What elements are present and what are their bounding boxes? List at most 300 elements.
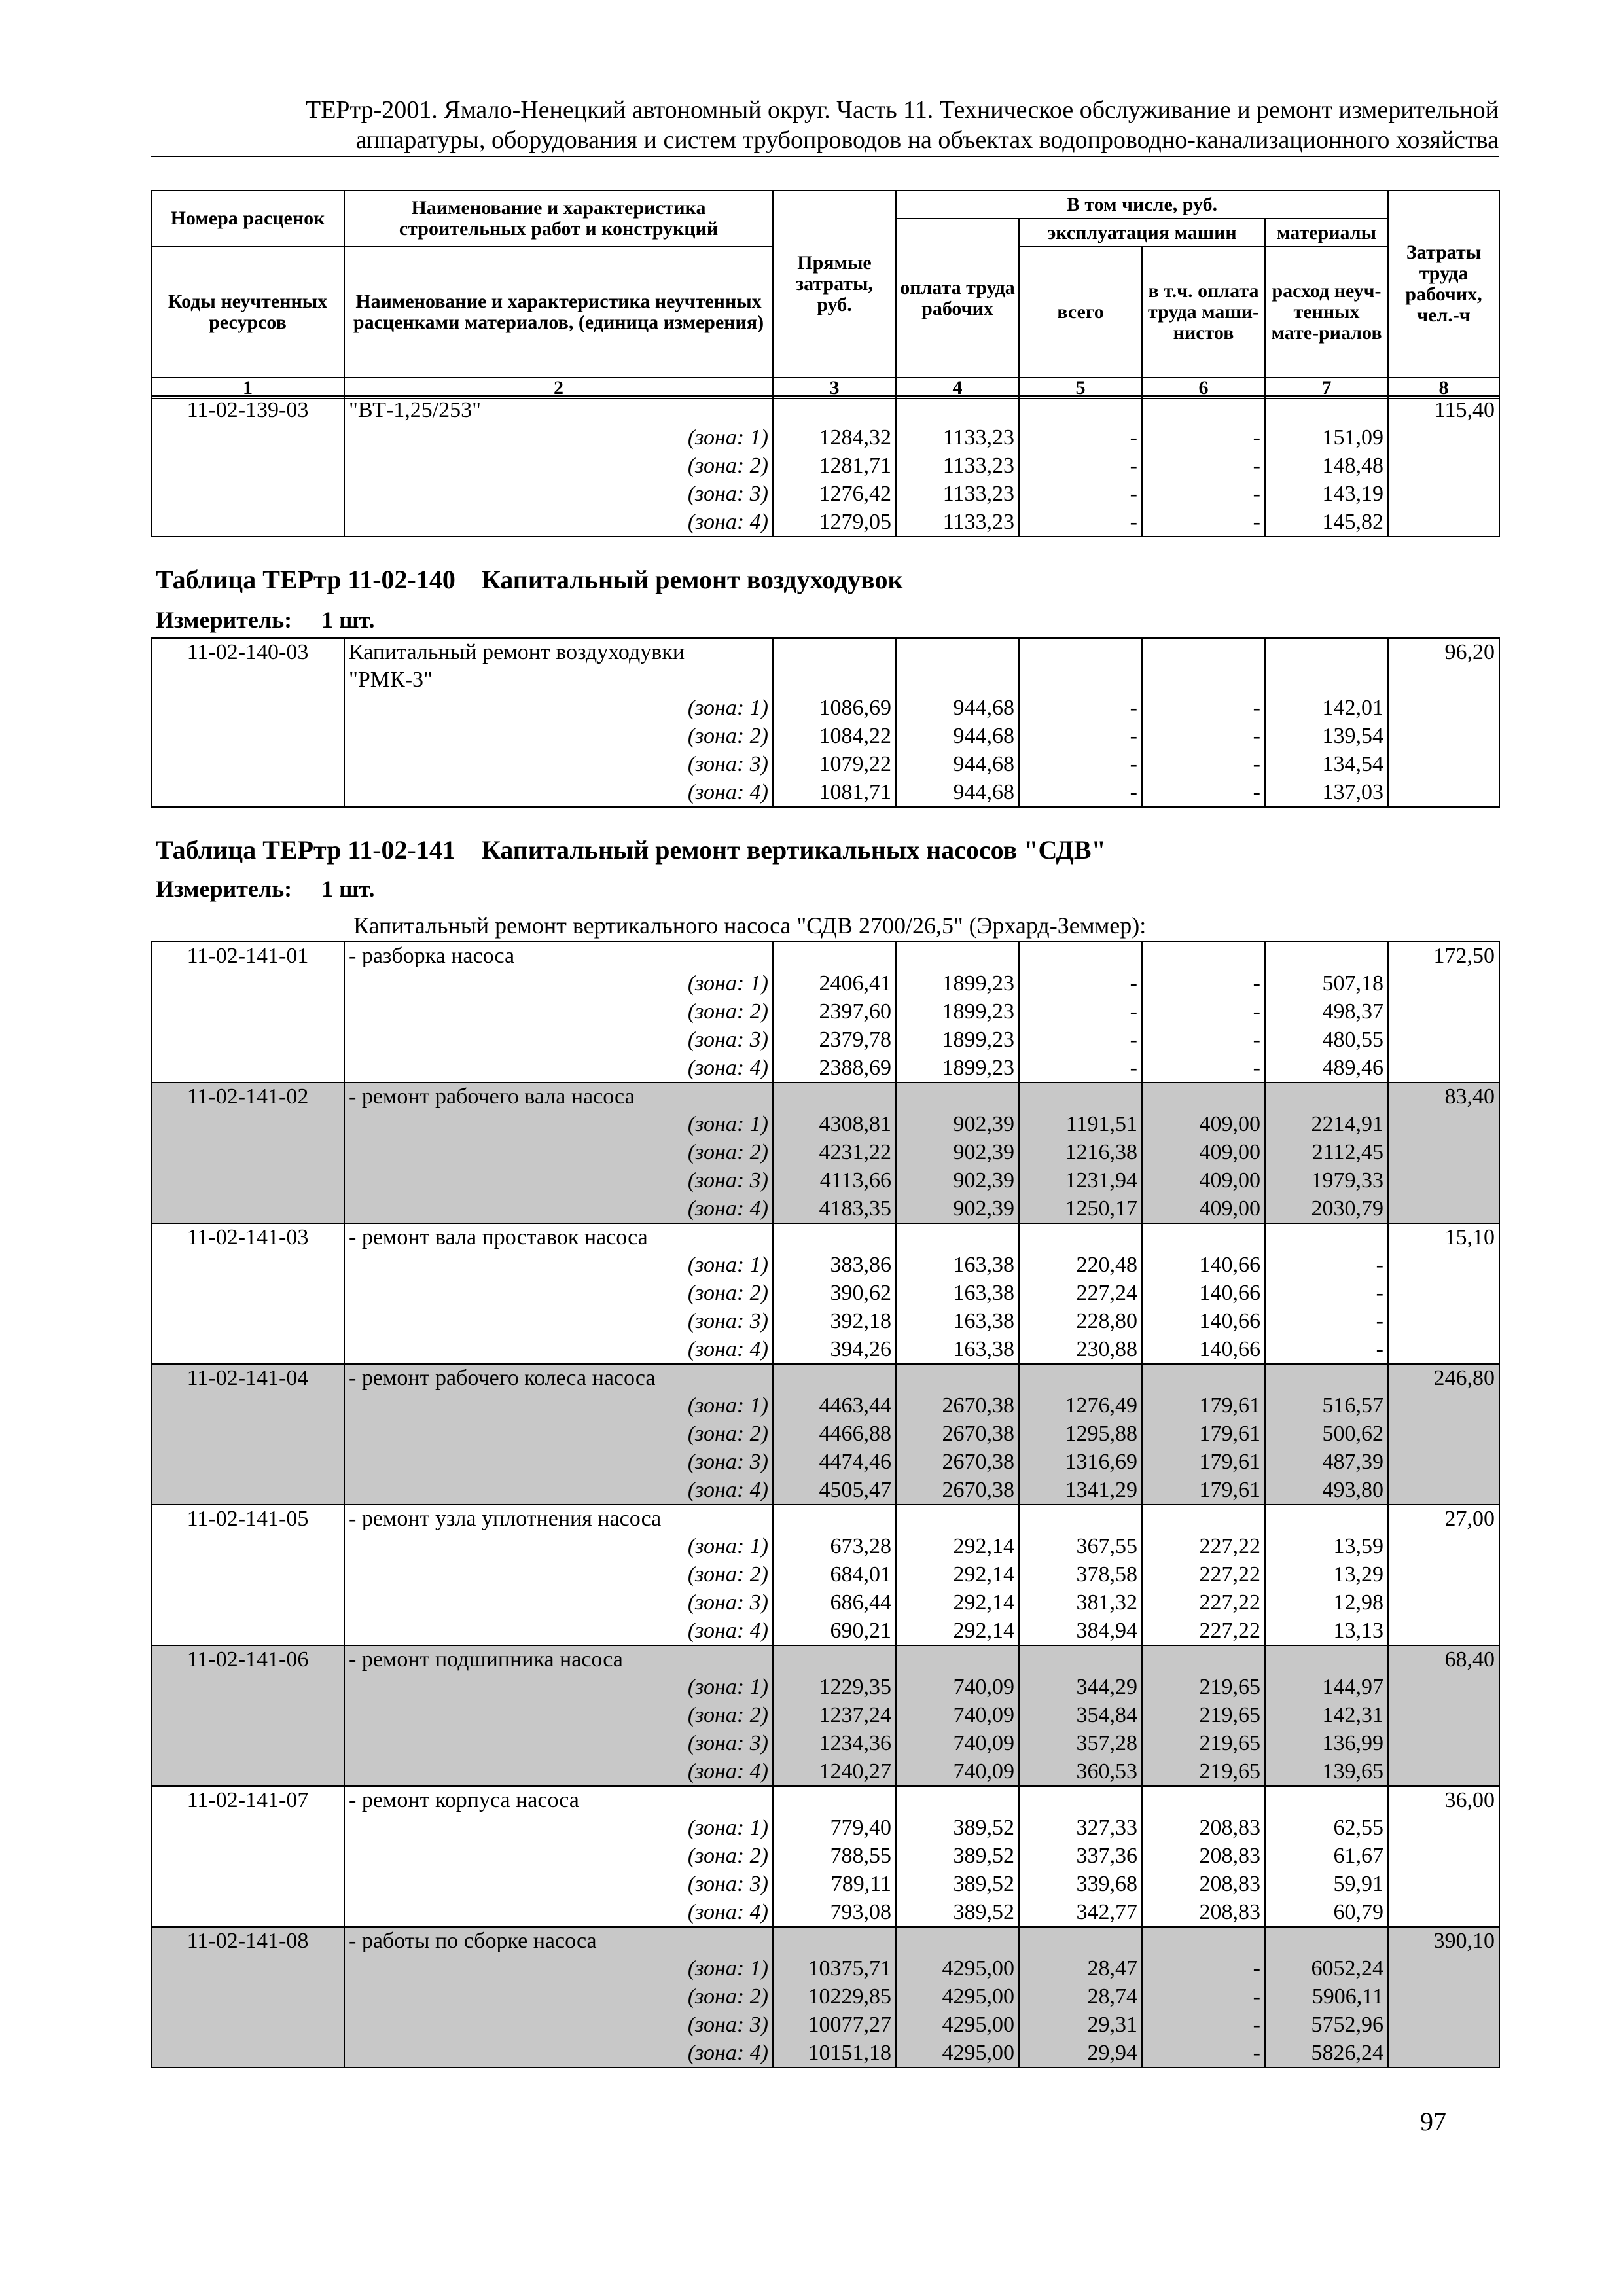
materials-value: - xyxy=(1265,1308,1388,1336)
worker-wage-value: 2670,38 xyxy=(896,1392,1019,1420)
machinist-wage-value: 227,22 xyxy=(1142,1533,1265,1561)
worker-wage-value: 902,39 xyxy=(896,1195,1019,1223)
worker-wage-value: 740,09 xyxy=(896,1758,1019,1786)
worker-wage-value: 1899,23 xyxy=(896,1026,1019,1054)
zone-label: (зона: 1) xyxy=(344,1251,773,1280)
zone-row xyxy=(151,2039,1499,2068)
materials-value: 137,03 xyxy=(1265,779,1388,807)
direct-costs-value: 673,28 xyxy=(773,1533,896,1561)
empty-cell xyxy=(1019,1505,1142,1533)
empty-cell xyxy=(1019,1645,1142,1674)
materials-value: 2214,91 xyxy=(1265,1111,1388,1139)
empty-cell xyxy=(773,1083,896,1111)
rate-title-row xyxy=(151,666,1499,694)
machinist-wage-value: - xyxy=(1142,452,1265,480)
empty-cell xyxy=(1142,1786,1265,1814)
machines-total-value: 354,84 xyxy=(1019,1702,1142,1730)
zone-row xyxy=(151,751,1499,779)
zone-row xyxy=(151,452,1499,480)
machinist-wage-value: 179,61 xyxy=(1142,1392,1265,1420)
col-header-group-including: В том числе, руб. xyxy=(896,190,1388,219)
zone-row xyxy=(151,1111,1499,1139)
materials-value: 487,39 xyxy=(1265,1448,1388,1477)
direct-costs-value: 1229,35 xyxy=(773,1674,896,1702)
machines-total-value: 1276,49 xyxy=(1019,1392,1142,1420)
machines-total-value: 360,53 xyxy=(1019,1758,1142,1786)
zone-row xyxy=(151,2011,1499,2039)
zone-label: (зона: 2) xyxy=(344,1842,773,1871)
direct-costs-value: 4466,88 xyxy=(773,1420,896,1448)
col-header-worker-wage: оплата труда рабочих xyxy=(896,219,1019,378)
zone-row xyxy=(151,1392,1499,1420)
rate-name: - ремонт узла уплотнения насоса xyxy=(344,1505,773,1533)
direct-costs-value: 793,08 xyxy=(773,1899,896,1927)
zone-row xyxy=(151,1871,1499,1899)
machines-total-value: - xyxy=(1019,1054,1142,1083)
empty-cell xyxy=(773,1505,896,1533)
machines-total-value: 1250,17 xyxy=(1019,1195,1142,1223)
direct-costs-value: 392,18 xyxy=(773,1308,896,1336)
col-number: 3 xyxy=(773,378,896,399)
materials-value: 143,19 xyxy=(1265,480,1388,509)
machines-total-value: 230,88 xyxy=(1019,1336,1142,1364)
direct-costs-value: 2406,41 xyxy=(773,970,896,998)
zone-label: (зона: 1) xyxy=(344,1533,773,1561)
machines-total-value: 29,31 xyxy=(1019,2011,1142,2039)
machines-total-value: 1191,51 xyxy=(1019,1111,1142,1139)
zone-label: (зона: 4) xyxy=(344,2039,773,2068)
page-number: 97 xyxy=(1420,2107,1446,2136)
empty-cell xyxy=(1265,666,1388,694)
zone-row xyxy=(151,1054,1499,1083)
materials-value: 507,18 xyxy=(1265,970,1388,998)
zone-row xyxy=(151,1674,1499,1702)
zone-row xyxy=(151,480,1499,509)
machinist-wage-value: 409,00 xyxy=(1142,1167,1265,1195)
zone-label: (зона: 2) xyxy=(344,1280,773,1308)
empty-cell xyxy=(896,1223,1019,1251)
worker-wage-value: 1899,23 xyxy=(896,970,1019,998)
machinist-wage-value: 140,66 xyxy=(1142,1251,1265,1280)
machinist-wage-value: - xyxy=(1142,1054,1265,1083)
rate-code: 11-02-141-04 xyxy=(151,1364,344,1505)
col-header-resource-codes: Коды неучтенных ресурсов xyxy=(151,247,344,378)
zone-label: (зона: 1) xyxy=(344,1814,773,1842)
machinist-wage-value: 208,83 xyxy=(1142,1899,1265,1927)
rates-table-11-02-140 xyxy=(151,637,1500,808)
materials-value: 144,97 xyxy=(1265,1674,1388,1702)
materials-value: 136,99 xyxy=(1265,1730,1388,1758)
machinist-wage-value: - xyxy=(1142,1026,1265,1054)
worker-wage-value: 902,39 xyxy=(896,1111,1019,1139)
materials-value: 5752,96 xyxy=(1265,2011,1388,2039)
running-header-line-2: аппаратуры, оборудования и систем трубопроводов на объектах водопроводно-канализационного хозяйства xyxy=(355,126,1499,154)
direct-costs-value: 1079,22 xyxy=(773,751,896,779)
col-number: 2 xyxy=(344,378,773,399)
table-title-11-02-140: Таблица ТЕРтр 11-02-140 Капитальный ремонт воздуходувок xyxy=(156,565,903,594)
direct-costs-value: 2388,69 xyxy=(773,1054,896,1083)
col-header-labor-costs: Затраты труда рабочих, чел.-ч xyxy=(1388,190,1499,378)
direct-costs-value: 10151,18 xyxy=(773,2039,896,2068)
machinist-wage-value: 140,66 xyxy=(1142,1336,1265,1364)
zone-label: (зона: 2) xyxy=(344,452,773,480)
zone-label: (зона: 3) xyxy=(344,1589,773,1617)
rate-title-row xyxy=(151,1505,1499,1533)
worker-wage-value: 1133,23 xyxy=(896,509,1019,537)
machines-total-value: - xyxy=(1019,998,1142,1026)
empty-cell xyxy=(773,1927,896,1955)
zone-row xyxy=(151,1336,1499,1364)
machinist-wage-value: - xyxy=(1142,998,1265,1026)
materials-value: - xyxy=(1265,1336,1388,1364)
materials-value: 480,55 xyxy=(1265,1026,1388,1054)
empty-cell xyxy=(1142,1505,1265,1533)
machinist-wage-value: 208,83 xyxy=(1142,1871,1265,1899)
machines-total-value: 1231,94 xyxy=(1019,1167,1142,1195)
rate-code: 11-02-141-07 xyxy=(151,1786,344,1927)
direct-costs-value: 4231,22 xyxy=(773,1139,896,1167)
zone-row xyxy=(151,1814,1499,1842)
worker-wage-value: 902,39 xyxy=(896,1167,1019,1195)
direct-costs-value: 383,86 xyxy=(773,1251,896,1280)
direct-costs-value: 1276,42 xyxy=(773,480,896,509)
materials-value: 13,29 xyxy=(1265,1561,1388,1589)
col-header-direct-costs: Прямые затраты, руб. xyxy=(773,190,896,378)
empty-cell xyxy=(1019,666,1142,694)
worker-wage-value: 944,68 xyxy=(896,694,1019,723)
machines-total-value: 344,29 xyxy=(1019,1674,1142,1702)
machines-total-value: - xyxy=(1019,452,1142,480)
worker-wage-value: 292,14 xyxy=(896,1533,1019,1561)
machinist-wage-value: 219,65 xyxy=(1142,1758,1265,1786)
materials-value: 2030,79 xyxy=(1265,1195,1388,1223)
col-header-machines: эксплуатация машин xyxy=(1019,219,1265,247)
rate-title-row xyxy=(151,1786,1499,1814)
zone-label: (зона: 4) xyxy=(344,779,773,807)
rate-name: - ремонт подшипника насоса xyxy=(344,1645,773,1674)
empty-cell xyxy=(896,1364,1019,1392)
empty-cell xyxy=(1142,1645,1265,1674)
machines-total-value: 327,33 xyxy=(1019,1814,1142,1842)
direct-costs-value: 684,01 xyxy=(773,1561,896,1589)
worker-wage-value: 4295,00 xyxy=(896,2011,1019,2039)
rate-name: "ВТ-1,25/253" xyxy=(344,396,773,424)
table-title-11-02-141: Таблица ТЕРтр 11-02-141 Капитальный ремонт вертикальных насосов "СДВ" xyxy=(156,835,1106,865)
machinist-wage-value: - xyxy=(1142,970,1265,998)
empty-cell xyxy=(773,1364,896,1392)
zone-row xyxy=(151,779,1499,807)
rate-name: - ремонт рабочего вала насоса xyxy=(344,1083,773,1111)
direct-costs-value: 1084,22 xyxy=(773,723,896,751)
machines-total-value: 1341,29 xyxy=(1019,1477,1142,1505)
machinist-wage-value: 409,00 xyxy=(1142,1195,1265,1223)
rate-title-row xyxy=(151,638,1499,666)
rate-code: 11-02-141-03 xyxy=(151,1223,344,1364)
machines-total-value: 378,58 xyxy=(1019,1561,1142,1589)
empty-cell xyxy=(1265,396,1388,424)
machines-total-value: - xyxy=(1019,480,1142,509)
direct-costs-value: 1081,71 xyxy=(773,779,896,807)
direct-costs-value: 4505,47 xyxy=(773,1477,896,1505)
zone-row xyxy=(151,1280,1499,1308)
zone-label: (зона: 1) xyxy=(344,1111,773,1139)
worker-wage-value: 1133,23 xyxy=(896,424,1019,452)
worker-wage-value: 389,52 xyxy=(896,1899,1019,1927)
zone-label: (зона: 3) xyxy=(344,1448,773,1477)
empty-cell xyxy=(1142,1223,1265,1251)
machines-total-value: - xyxy=(1019,779,1142,807)
zone-label: (зона: 4) xyxy=(344,1195,773,1223)
zone-row xyxy=(151,1420,1499,1448)
empty-cell xyxy=(1265,638,1388,666)
measure-unit-11-02-140: Измеритель: 1 шт. xyxy=(156,607,375,633)
col-number: 5 xyxy=(1019,378,1142,399)
machinist-wage-value: 409,00 xyxy=(1142,1139,1265,1167)
materials-value: 139,65 xyxy=(1265,1758,1388,1786)
materials-value: - xyxy=(1265,1251,1388,1280)
zone-row xyxy=(151,1842,1499,1871)
machinist-wage-value: - xyxy=(1142,1983,1265,2011)
worker-wage-value: 389,52 xyxy=(896,1871,1019,1899)
zone-label: (зона: 2) xyxy=(344,1420,773,1448)
empty-cell xyxy=(1019,1927,1142,1955)
col-header-rate-numbers: Номера расценок xyxy=(151,190,344,247)
machinist-wage-value: 219,65 xyxy=(1142,1702,1265,1730)
worker-wage-value: 1133,23 xyxy=(896,452,1019,480)
zone-label: (зона: 2) xyxy=(344,1702,773,1730)
worker-wage-value: 292,14 xyxy=(896,1561,1019,1589)
empty-cell xyxy=(773,666,896,694)
zone-row xyxy=(151,1899,1499,1927)
worker-wage-value: 2670,38 xyxy=(896,1448,1019,1477)
machines-total-value: 227,24 xyxy=(1019,1280,1142,1308)
machines-total-value: 1295,88 xyxy=(1019,1420,1142,1448)
empty-cell xyxy=(773,1645,896,1674)
machinist-wage-value: - xyxy=(1142,509,1265,537)
machinist-wage-value: - xyxy=(1142,2039,1265,2068)
direct-costs-value: 10229,85 xyxy=(773,1983,896,2011)
empty-cell xyxy=(1142,1083,1265,1111)
rate-code: 11-02-141-08 xyxy=(151,1927,344,2068)
machines-total-value: - xyxy=(1019,509,1142,537)
worker-wage-value: 740,09 xyxy=(896,1702,1019,1730)
materials-value: 12,98 xyxy=(1265,1589,1388,1617)
direct-costs-value: 1279,05 xyxy=(773,509,896,537)
zone-row xyxy=(151,1983,1499,2011)
running-header-line-1: ТЕРтр-2001. Ямало-Ненецкий автономный округ. Часть 11. Техническое обслуживание и ремонт измерительной xyxy=(306,96,1499,124)
empty-cell xyxy=(1265,1927,1388,1955)
empty-cell xyxy=(773,638,896,666)
empty-cell xyxy=(1265,1645,1388,1674)
direct-costs-value: 4463,44 xyxy=(773,1392,896,1420)
materials-value: 6052,24 xyxy=(1265,1955,1388,1983)
empty-cell xyxy=(896,942,1019,970)
col-header-machinist-wage: в т.ч. оплата труда маши-нистов xyxy=(1142,247,1265,378)
worker-wage-value: 902,39 xyxy=(896,1139,1019,1167)
empty-cell xyxy=(1265,1364,1388,1392)
machinist-wage-value: 179,61 xyxy=(1142,1420,1265,1448)
col-number: 1 xyxy=(151,378,344,399)
zone-label: (зона: 2) xyxy=(344,1139,773,1167)
zone-row xyxy=(151,424,1499,452)
machines-total-value: 29,94 xyxy=(1019,2039,1142,2068)
col-number: 7 xyxy=(1265,378,1388,399)
machines-total-value: 384,94 xyxy=(1019,1617,1142,1645)
machinist-wage-value: 140,66 xyxy=(1142,1280,1265,1308)
materials-value: 151,09 xyxy=(1265,424,1388,452)
materials-value: 2112,45 xyxy=(1265,1139,1388,1167)
zone-row xyxy=(151,1448,1499,1477)
empty-cell xyxy=(896,396,1019,424)
machinist-wage-value: 208,83 xyxy=(1142,1842,1265,1871)
zone-label: (зона: 2) xyxy=(344,998,773,1026)
empty-cell xyxy=(896,1083,1019,1111)
zone-label: (зона: 3) xyxy=(344,1026,773,1054)
zone-label: (зона: 4) xyxy=(344,1054,773,1083)
empty-cell xyxy=(1019,1786,1142,1814)
empty-cell xyxy=(1019,638,1142,666)
rate-code: 11-02-141-01 xyxy=(151,942,344,1083)
machines-total-value: - xyxy=(1019,970,1142,998)
machines-total-value: 28,74 xyxy=(1019,1983,1142,2011)
machinist-wage-value: 179,61 xyxy=(1142,1477,1265,1505)
zone-label: (зона: 1) xyxy=(344,1392,773,1420)
direct-costs-value: 4183,35 xyxy=(773,1195,896,1223)
zone-row xyxy=(151,1251,1499,1280)
materials-value: 498,37 xyxy=(1265,998,1388,1026)
direct-costs-value: 390,62 xyxy=(773,1280,896,1308)
machines-total-value: 337,36 xyxy=(1019,1842,1142,1871)
zone-row xyxy=(151,1533,1499,1561)
zone-row xyxy=(151,1167,1499,1195)
materials-value: 142,01 xyxy=(1265,694,1388,723)
rate-name: - разборка насоса xyxy=(344,942,773,970)
zone-row xyxy=(151,1702,1499,1730)
labor-hours: 68,40 xyxy=(1388,1645,1499,1786)
zone-label: (зона: 1) xyxy=(344,424,773,452)
col-header-material-usage: расход неуч-тенных мате-риалов xyxy=(1265,247,1388,378)
machines-total-value: 381,32 xyxy=(1019,1589,1142,1617)
direct-costs-value: 686,44 xyxy=(773,1589,896,1617)
rate-title-row xyxy=(151,1083,1499,1111)
zone-row xyxy=(151,1561,1499,1589)
rate-title-row xyxy=(151,942,1499,970)
direct-costs-value: 779,40 xyxy=(773,1814,896,1842)
empty-cell xyxy=(1142,942,1265,970)
direct-costs-value: 4474,46 xyxy=(773,1448,896,1477)
worker-wage-value: 944,68 xyxy=(896,779,1019,807)
direct-costs-value: 2379,78 xyxy=(773,1026,896,1054)
empty-cell xyxy=(773,1786,896,1814)
machinist-wage-value: - xyxy=(1142,424,1265,452)
materials-value: 148,48 xyxy=(1265,452,1388,480)
zone-label: (зона: 3) xyxy=(344,1730,773,1758)
rate-name: - ремонт вала проставок насоса xyxy=(344,1223,773,1251)
worker-wage-value: 292,14 xyxy=(896,1617,1019,1645)
machinist-wage-value: - xyxy=(1142,751,1265,779)
rate-title-row xyxy=(151,1645,1499,1674)
machines-total-value: 1216,38 xyxy=(1019,1139,1142,1167)
direct-costs-value: 10375,71 xyxy=(773,1955,896,1983)
zone-label: (зона: 3) xyxy=(344,1308,773,1336)
worker-wage-value: 163,38 xyxy=(896,1336,1019,1364)
zone-label: (зона: 4) xyxy=(344,1617,773,1645)
materials-value: 5826,24 xyxy=(1265,2039,1388,2068)
materials-value: 139,54 xyxy=(1265,723,1388,751)
zone-row xyxy=(151,1477,1499,1505)
machinist-wage-value: - xyxy=(1142,2011,1265,2039)
direct-costs-value: 789,11 xyxy=(773,1871,896,1899)
worker-wage-value: 4295,00 xyxy=(896,1955,1019,1983)
worker-wage-value: 944,68 xyxy=(896,723,1019,751)
machines-total-value: - xyxy=(1019,723,1142,751)
labor-hours: 15,10 xyxy=(1388,1223,1499,1364)
header-rule xyxy=(151,156,1499,157)
direct-costs-value: 1086,69 xyxy=(773,694,896,723)
materials-value: 142,31 xyxy=(1265,1702,1388,1730)
empty-cell xyxy=(1142,1927,1265,1955)
rate-name: - ремонт рабочего колеса насоса xyxy=(344,1364,773,1392)
empty-cell xyxy=(1265,1786,1388,1814)
zone-label: (зона: 2) xyxy=(344,1983,773,2011)
zone-label: (зона: 4) xyxy=(344,1899,773,1927)
worker-wage-value: 1899,23 xyxy=(896,1054,1019,1083)
machinist-wage-value: 208,83 xyxy=(1142,1814,1265,1842)
zone-label: (зона: 1) xyxy=(344,694,773,723)
materials-value: 60,79 xyxy=(1265,1899,1388,1927)
machines-total-value: 357,28 xyxy=(1019,1730,1142,1758)
rate-title-row xyxy=(151,1223,1499,1251)
empty-cell xyxy=(896,1505,1019,1533)
machines-total-value: 1316,69 xyxy=(1019,1448,1142,1477)
rate-title-row xyxy=(151,396,1499,424)
zone-row xyxy=(151,1195,1499,1223)
machines-total-value: - xyxy=(1019,751,1142,779)
col-header-material-name: Наименование и характеристика неучтенных расценками материалов, (единица измерения) xyxy=(344,247,773,378)
zone-label: (зона: 4) xyxy=(344,1477,773,1505)
machinist-wage-value: 409,00 xyxy=(1142,1111,1265,1139)
rates-table-11-02-139 xyxy=(151,395,1500,537)
labor-hours: 172,50 xyxy=(1388,942,1499,1083)
materials-value: 516,57 xyxy=(1265,1392,1388,1420)
empty-cell xyxy=(773,1223,896,1251)
zone-label: (зона: 3) xyxy=(344,480,773,509)
machinist-wage-value: - xyxy=(1142,694,1265,723)
direct-costs-value: 1234,36 xyxy=(773,1730,896,1758)
zone-label: (зона: 4) xyxy=(344,509,773,537)
machines-total-value: 342,77 xyxy=(1019,1899,1142,1927)
column-header-table xyxy=(151,190,1500,399)
rate-code: 11-02-141-06 xyxy=(151,1645,344,1786)
rate-name: - ремонт корпуса насоса xyxy=(344,1786,773,1814)
empty-cell xyxy=(896,638,1019,666)
machinist-wage-value: 227,22 xyxy=(1142,1589,1265,1617)
machinist-wage-value: - xyxy=(1142,480,1265,509)
materials-value: 13,13 xyxy=(1265,1617,1388,1645)
materials-value: 59,91 xyxy=(1265,1871,1388,1899)
machines-total-value: 367,55 xyxy=(1019,1533,1142,1561)
empty-cell xyxy=(773,942,896,970)
measure-unit-11-02-141: Измеритель: 1 шт. xyxy=(156,876,375,902)
machinist-wage-value: 227,22 xyxy=(1142,1561,1265,1589)
rate-code: 11-02-141-02 xyxy=(151,1083,344,1223)
empty-cell xyxy=(896,666,1019,694)
zone-label: (зона: 3) xyxy=(344,2011,773,2039)
materials-value: 500,62 xyxy=(1265,1420,1388,1448)
materials-value: 134,54 xyxy=(1265,751,1388,779)
worker-wage-value: 4295,00 xyxy=(896,2039,1019,2068)
rate-name: Капитальный ремонт воздуходувки xyxy=(344,638,773,666)
